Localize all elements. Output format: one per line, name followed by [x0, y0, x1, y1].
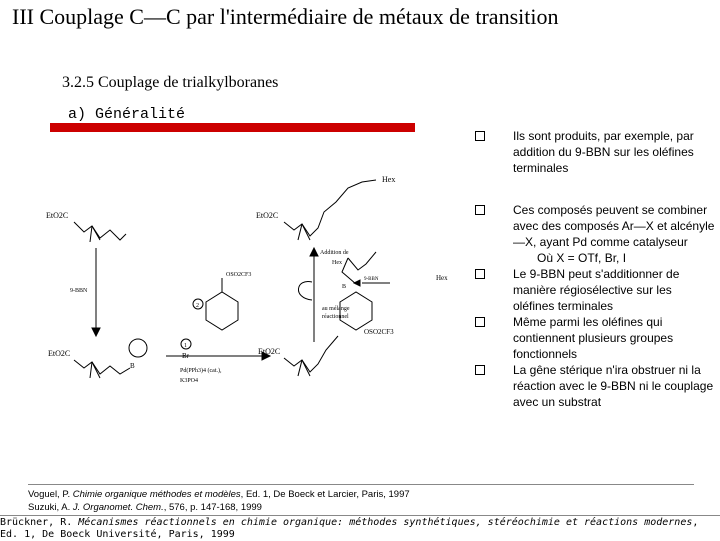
bullet-box-icon	[475, 205, 485, 215]
bullet-item: Ces composés peuvent se combiner avec des composés Ar—X et alcényle—X, ayant Pd comme catalyseur	[475, 202, 715, 250]
label-eto2c-bottom-middle: EtO2C	[258, 347, 281, 356]
label-9bbn-right: 9-BBN	[364, 277, 379, 282]
gem-dimethyl-bond	[90, 226, 92, 242]
label-pd-cat-2: K3PO4	[180, 378, 199, 384]
subsection-title: 3.2.5 Couplage de trialkylboranes	[62, 74, 279, 91]
bullet-box-icon	[475, 131, 485, 141]
reference-voguel: Voguel, P. Chimie organique méthodes et modèles, Ed. 1, De Boeck et Larcier, Paris, 1997	[28, 489, 410, 500]
label-eto2c-bottom-left: EtO2C	[48, 349, 71, 358]
bullet-box-icon	[475, 317, 485, 327]
curved-arrow	[298, 281, 312, 300]
coupled-product-chain	[284, 336, 338, 372]
label-9bbn-left: 9-BBN	[70, 288, 88, 294]
bullet-item: La gêne stérique n'ira obstruer ni la réaction avec le 9-BBN ni le couplage avec un substrat	[475, 362, 715, 410]
label-circle-2: 2	[196, 303, 199, 309]
divider-line	[0, 515, 720, 516]
label-addition-de: Addition de	[320, 250, 349, 256]
accent-bar	[50, 123, 415, 132]
product-chain	[284, 180, 376, 236]
slide-title: III Couplage C—C par l'intermédiaire de métaux de transition	[12, 4, 559, 29]
reference-suzuki: Suzuki, A. J. Organomet. Chem., 576, p. 147-168, 1999	[28, 502, 262, 513]
bullet-list	[475, 128, 715, 410]
label-eto2c-top-left: EtO2C	[46, 211, 69, 220]
substrate-chain	[74, 222, 126, 240]
label-b-bottom: B	[130, 362, 135, 370]
label-oso2cf3-top: OSO2CF3	[226, 272, 252, 278]
label-oso2cf3-right: OSO2CF3	[364, 328, 394, 336]
borane-chain	[74, 360, 130, 374]
reagent-chain	[348, 252, 376, 270]
label-addition-hex: Hex	[332, 260, 342, 266]
label-br: Br	[182, 352, 189, 360]
label-au-melange-2: réactionnel	[322, 314, 349, 320]
bullet-subline: Où X = OTf, Br, I	[537, 251, 627, 265]
aryl-ring-1	[206, 292, 238, 330]
bullet-item: Le 9-BBN peut s'additionner de manière régiosélective sur les oléfines terminales	[475, 266, 715, 314]
label-hex-right: Hex	[436, 274, 448, 282]
section-heading: a) Généralité	[68, 106, 186, 123]
label-circle-1: 1	[184, 343, 187, 349]
label-au-melange-1: au mélange	[322, 306, 350, 312]
bullet-box-icon	[475, 365, 485, 375]
reaction-scheme-svg	[26, 160, 469, 392]
reaction-scheme	[26, 160, 469, 392]
label-pd-cat-1: Pd(PPh3)4 (cat.),	[180, 368, 222, 374]
bullet-box-icon	[475, 269, 485, 279]
bullet-item: Même parmi les oléfines qui contiennent plusieurs groupes fonctionnels	[475, 314, 715, 362]
bbn-ring	[129, 339, 147, 357]
label-eto2c-top-middle: EtO2C	[256, 211, 279, 220]
bullet-item: Ils sont produits, par exemple, par addition du 9-BBN sur les oléfines terminales	[475, 128, 715, 176]
label-hex-top: Hex	[382, 175, 396, 184]
reference-bruckner: Brückner, R. Mécanismes réactionnels en chimie organique: méthodes synthétiques, stéréochimie et réactions modernes, Ed. 1, De Boeck Université, Paris, 1999	[0, 517, 699, 540]
label-b-small: B	[342, 284, 347, 290]
divider-line	[28, 484, 694, 485]
